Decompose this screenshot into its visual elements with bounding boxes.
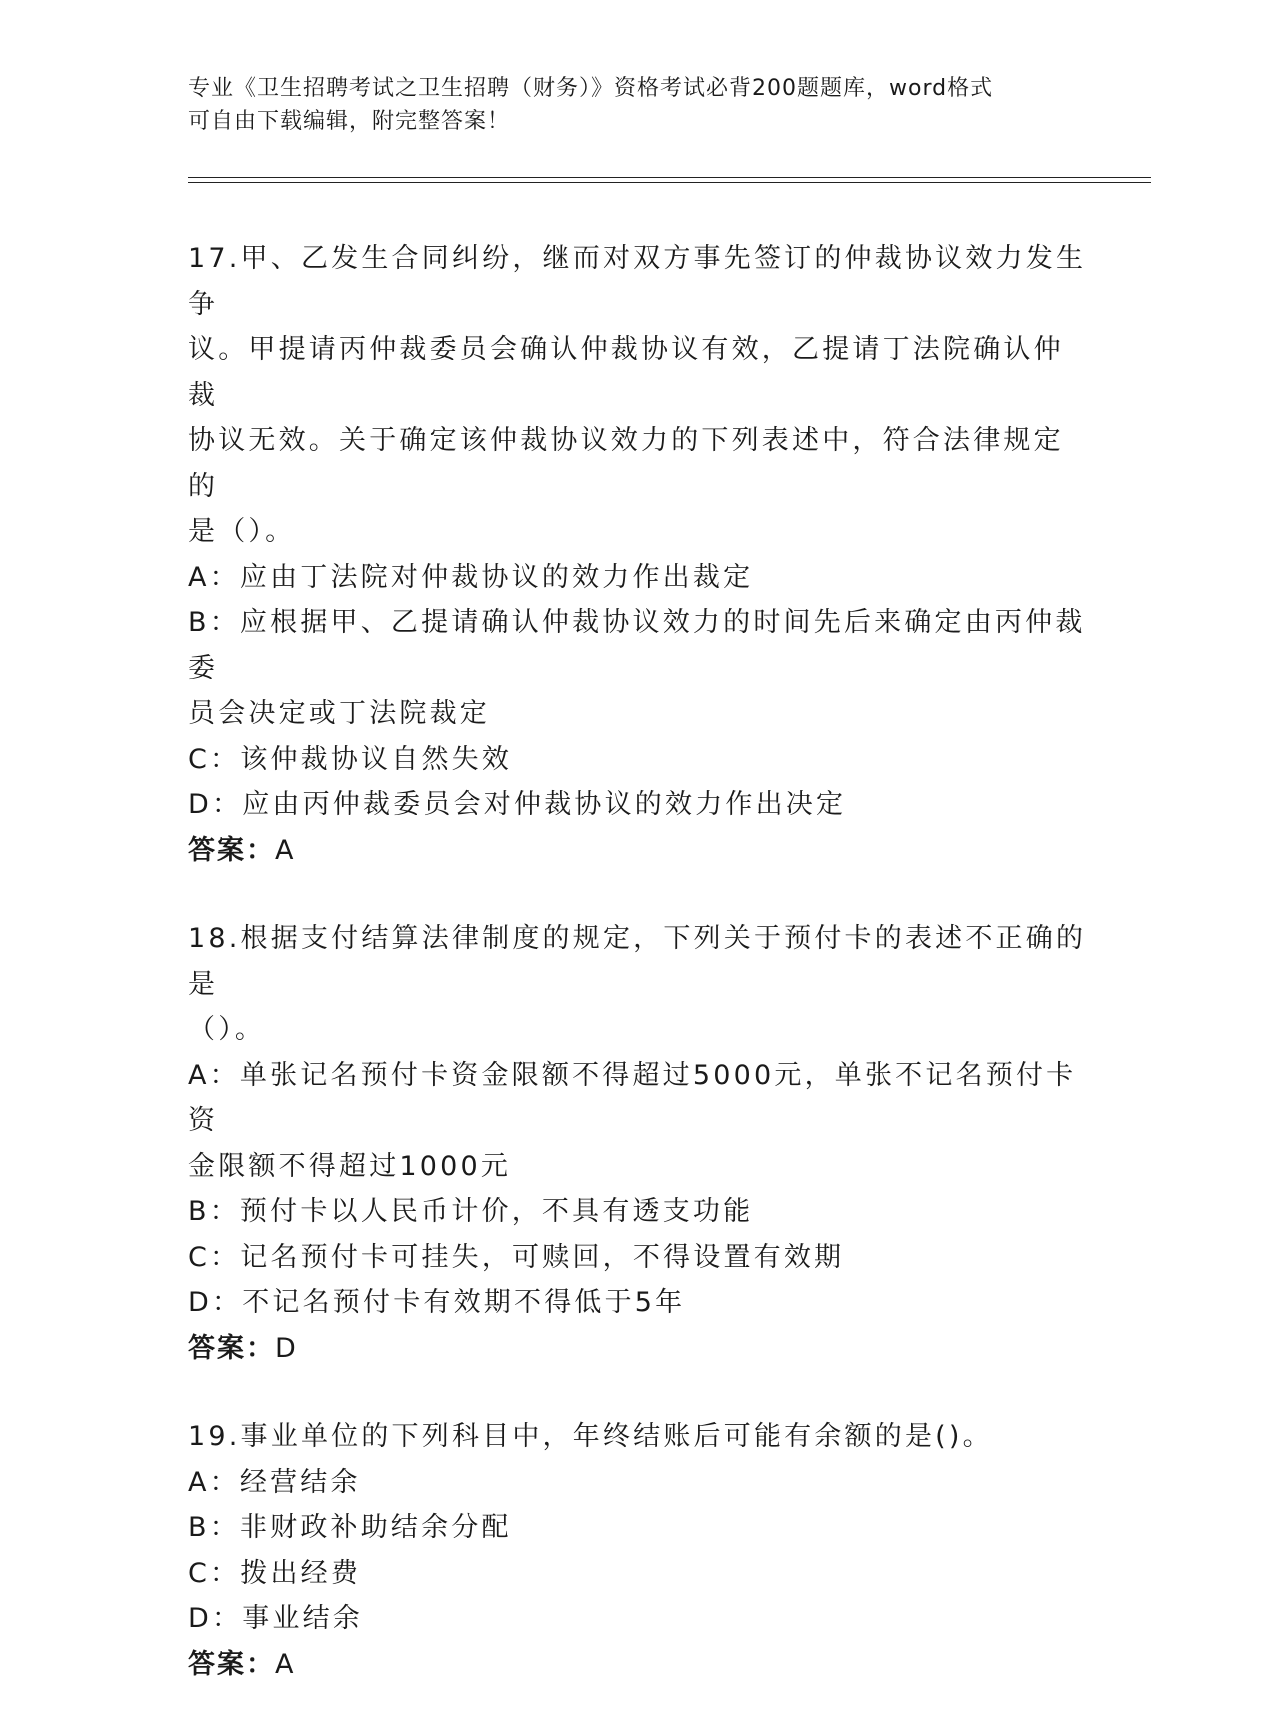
question-stem-line: 议。甲提请丙仲裁委员会确认仲裁协议有效，乙提请丁法院确认仲裁: [188, 334, 1064, 411]
header-rule-top: [188, 177, 1151, 178]
answer-line: [188, 1326, 1088, 1372]
option-a-continued: 金限额不得超过1000元: [188, 1150, 512, 1182]
header-line-1: 专业《卫生招聘考试之卫生招聘（财务）》资格考试必背200题题库，word格式: [188, 76, 994, 101]
option-b: B：应根据甲、乙提请确认仲裁协议效力的时间先后来确定由丙仲裁委: [188, 607, 1086, 684]
question-stem-line: 协议无效。关于确定该仲裁协议效力的下列表述中，符合法律规定的: [188, 425, 1064, 502]
option-c: C：拨出经费: [188, 1557, 362, 1589]
option-b: B：预付卡以人民币计价，不具有透支功能: [188, 1196, 754, 1227]
option-d: D：事业结余: [188, 1603, 363, 1634]
answer-label: 答案：: [188, 1648, 275, 1680]
option-b-continued: 员会决定或丁法院裁定: [188, 698, 490, 729]
option-a: A：单张记名预付卡资金限额不得超过5000元，单张不记名预付卡资: [188, 1059, 1077, 1136]
question-stem-line: 是（）。: [188, 516, 296, 547]
document-header: [188, 72, 1068, 138]
answer-line: [188, 828, 1088, 874]
option-d: D：应由丙仲裁委员会对仲裁协议的效力作出决定: [188, 789, 847, 820]
option-b: B：非财政补助结余分配: [188, 1512, 512, 1543]
option-c: C：记名预付卡可挂失，可赎回，不得设置有效期: [188, 1241, 845, 1273]
header-rule-bottom: [188, 182, 1151, 183]
question-stem-line: （）。: [188, 1014, 266, 1045]
answer-label: 答案：: [188, 1332, 275, 1364]
answer-value: A: [275, 834, 295, 866]
answer-line: [188, 1642, 1088, 1688]
option-d: D：不记名预付卡有效期不得低于5年: [188, 1287, 686, 1318]
answer-label: 答案：: [188, 834, 275, 866]
header-line-2: 可自由下载编辑，附完整答案！: [188, 109, 511, 134]
question-stem-line: 19.事业单位的下列科目中，年终结账后可能有余额的是()。: [188, 1421, 993, 1452]
option-a: A：经营结余: [188, 1466, 361, 1498]
question-stem-line: 17.甲、乙发生合同纠纷，继而对双方事先签订的仲裁协议效力发生争: [188, 243, 1087, 320]
question-18: [188, 916, 1088, 1371]
question-19: [188, 1414, 1088, 1687]
answer-value: A: [275, 1648, 295, 1680]
option-c: C：该仲裁协议自然失效: [188, 743, 513, 775]
question-17: [188, 236, 1088, 873]
question-list: [188, 236, 1088, 1730]
answer-value: D: [275, 1332, 297, 1364]
option-a: A：应由丁法院对仲裁协议的效力作出裁定: [188, 561, 754, 593]
question-stem-line: 18.根据支付结算法律制度的规定，下列关于预付卡的表述不正确的是: [188, 923, 1087, 1000]
